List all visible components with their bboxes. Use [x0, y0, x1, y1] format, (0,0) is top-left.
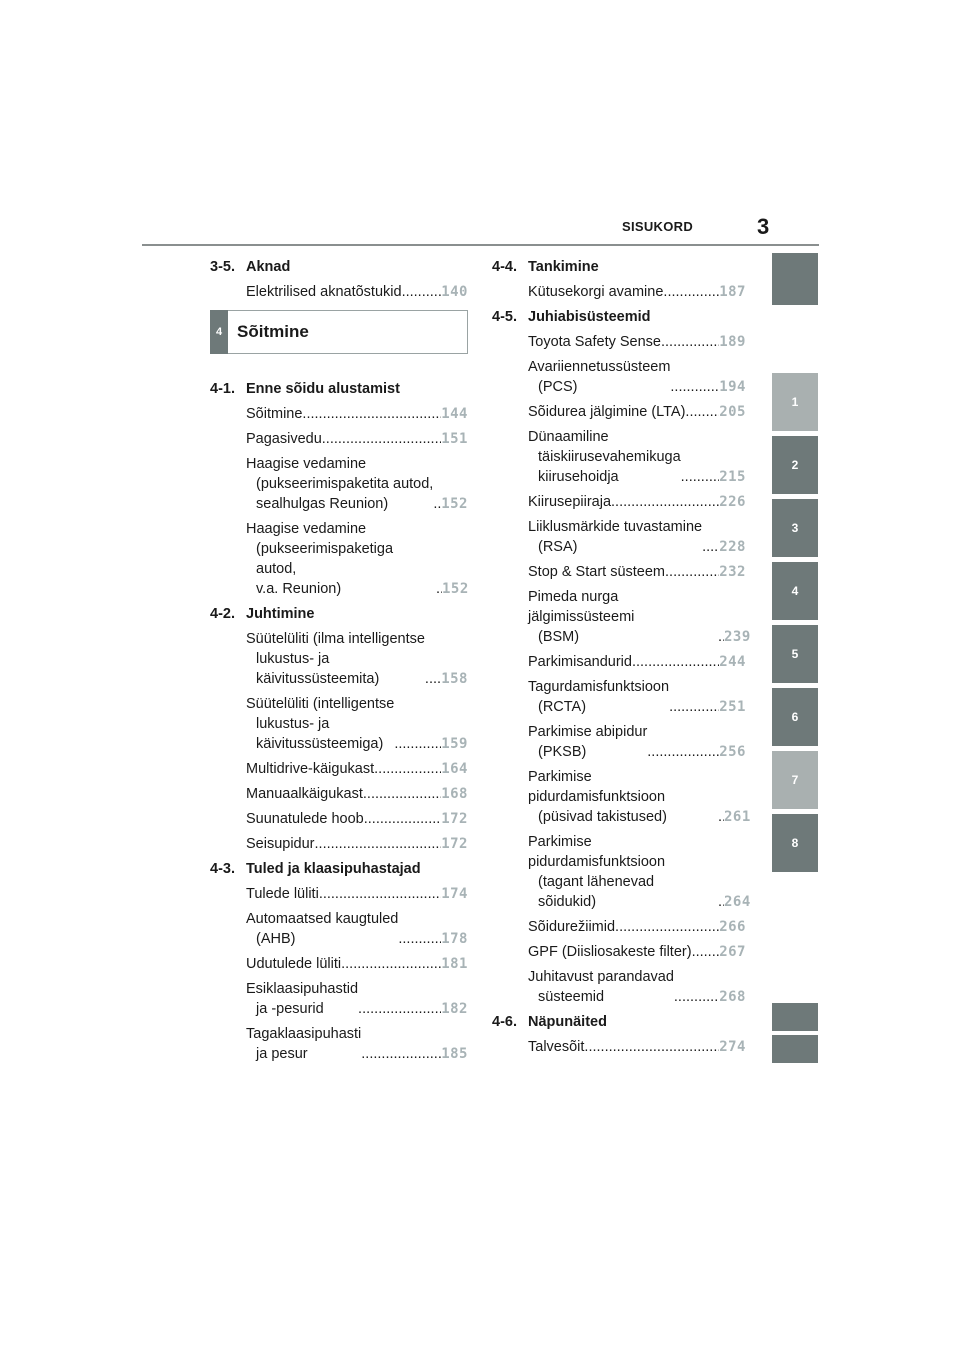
page-link: 194	[719, 379, 746, 395]
page-link: 185	[441, 1046, 468, 1062]
toc-entry[interactable]: Manuaalkäigukast ..... 168	[246, 784, 468, 804]
tab-blank-bottom-1[interactable]	[772, 1003, 818, 1031]
page-link: 215	[719, 469, 746, 485]
toc-entry[interactable]: GPF (Diisliosakeste filter) ..... 267	[528, 942, 746, 962]
toc-entry[interactable]: Talvesõit ..... 274	[528, 1037, 746, 1057]
header-divider	[142, 244, 819, 246]
toc-entry[interactable]: Esiklaasipuhastid ja -pesurid ..... 182	[246, 979, 468, 1019]
page-link: 187	[719, 284, 746, 300]
tab-chapter-7[interactable]: 7	[772, 751, 818, 809]
toc-entry[interactable]: Haagise vedamine (pukseerimispaketita autod, sealhulgas Reunion) ..... 152	[246, 454, 468, 514]
chapter-title: Sõitmine	[237, 322, 309, 341]
page-link: 274	[719, 1039, 746, 1055]
tab-chapter-8[interactable]: 8	[772, 814, 818, 872]
toc-entry[interactable]: Sõidurežiimid ..... 266	[528, 917, 746, 937]
page-link: 164	[441, 761, 468, 777]
page-link: 182	[441, 1001, 468, 1017]
tab-chapter-2[interactable]: 2	[772, 436, 818, 494]
page-link: 267	[719, 944, 746, 960]
toc-entry[interactable]: Toyota Safety Sense ..... 189	[528, 332, 746, 352]
toc-entry[interactable]: Avariiennetussüsteem (PCS) ..... 194	[528, 357, 746, 397]
toc-entry[interactable]: Sõitmine ..... 144	[246, 404, 468, 424]
section-heading: 4-6. Näpunäited	[492, 1014, 607, 1030]
section-heading: 4-1. Enne sõidu alustamist	[210, 381, 400, 397]
page-link: 140	[441, 284, 468, 300]
section-heading: 4-2. Juhtimine	[210, 606, 315, 622]
page-link: 261	[724, 809, 751, 825]
toc-left-column	[210, 252, 468, 1064]
page-link: 251	[719, 699, 746, 715]
toc-right-column	[492, 252, 751, 1057]
page-link: 256	[719, 744, 746, 760]
page-link: 268	[719, 989, 746, 1005]
toc-entry[interactable]: Tulede lüliti ..... 174	[246, 884, 468, 904]
page-link: 151	[441, 431, 468, 447]
tab-chapter-3[interactable]: 3	[772, 499, 818, 557]
tab-blank-top[interactable]	[772, 253, 818, 305]
page-link: 266	[719, 919, 746, 935]
section-heading: 3-5. Aknad	[210, 259, 291, 275]
toc-entry[interactable]: Pagasivedu ..... 151	[246, 429, 468, 449]
toc-entry[interactable]: Parkimise pidurdamisfunktsioon (tagant lähenevad sõidukid) ..... 264	[528, 832, 746, 912]
page-link: 172	[441, 836, 468, 852]
page-link: 181	[441, 956, 468, 972]
page-link: 232	[719, 564, 746, 580]
page-link: 152	[441, 496, 468, 512]
toc-entry[interactable]: Dünaamiline täiskiirusevahemikuga kiirusehoidja ..... 215	[528, 427, 746, 487]
toc-entry[interactable]: Suunatulede hoob ..... 172	[246, 809, 468, 829]
toc-entry[interactable]: Parkimise pidurdamisfunktsioon (püsivad takistused) ..... 261	[528, 767, 746, 827]
tab-chapter-1[interactable]: 1	[772, 373, 818, 431]
page-link: 159	[441, 736, 468, 752]
page-link: 226	[719, 494, 746, 510]
toc-entry[interactable]: Automaatsed kaugtuled (AHB) ..... 178	[246, 909, 468, 949]
toc-entry[interactable]: Süütelüliti (intelligentse lukustus- ja käivitussüsteemiga) ..... 159	[246, 694, 468, 754]
toc-entry[interactable]: Stop & Start süsteem ..... 232	[528, 562, 746, 582]
page-link: 264	[724, 894, 751, 910]
page-link: 205	[719, 404, 746, 420]
tab-chapter-6[interactable]: 6	[772, 688, 818, 746]
section-heading: 4-4. Tankimine	[492, 259, 599, 275]
page-link: 228	[719, 539, 746, 555]
toc-entry[interactable]: Seisupidur ..... 172	[246, 834, 468, 854]
chapter-heading-box	[210, 310, 468, 354]
toc-entry[interactable]: Parkimisandurid ..... 244	[528, 652, 746, 672]
toc-entry[interactable]: Juhitavust parandavad süsteemid ..... 268	[528, 967, 746, 1007]
page-link: 168	[441, 786, 468, 802]
toc-entry[interactable]: Liiklusmärkide tuvastamine (RSA) ..... 228	[528, 517, 746, 557]
toc-entry[interactable]: Tagurdamisfunktsioon (RCTA) ..... 251	[528, 677, 746, 717]
page-number: 3	[757, 214, 770, 239]
section-heading: 4-5. Juhiabisüsteemid	[492, 309, 651, 325]
page-link: 152	[442, 581, 469, 597]
section-heading: 4-3. Tuled ja klaasipuhastajad	[210, 861, 421, 877]
page-link: 244	[719, 654, 746, 670]
toc-entry[interactable]: Haagise vedamine (pukseerimispaketiga autod, v.a. Reunion) ..... 152	[246, 519, 468, 599]
toc-entry[interactable]: Udutulede lüliti ..... 181	[246, 954, 468, 974]
page-link: 239	[724, 629, 751, 645]
page-link: 189	[719, 334, 746, 350]
chapter-number: 4	[210, 310, 228, 354]
toc-entry[interactable]: Kiirusepiiraja ..... 226	[528, 492, 746, 512]
page-link: 144	[441, 406, 468, 422]
header-title: SISUKORD	[622, 219, 694, 234]
page-link: 158	[441, 671, 468, 687]
page-link: 178	[441, 931, 468, 947]
tab-chapter-5[interactable]: 5	[772, 625, 818, 683]
toc-entry[interactable]: Elektrilised aknatõstukid ..... 140	[246, 282, 468, 302]
page-link: 174	[441, 886, 468, 902]
toc-entry[interactable]: Süütelüliti (ilma intelligentse lukustus- ja käivitussüsteemita) ..... 158	[246, 629, 468, 689]
tab-chapter-4[interactable]: 4	[772, 562, 818, 620]
toc-entry[interactable]: Tagaklaasipuhasti ja pesur ..... 185	[246, 1024, 468, 1064]
toc-entry[interactable]: Parkimise abipidur (PKSB) ..... 256	[528, 722, 746, 762]
toc-entry[interactable]: Multidrive-käigukast ..... 164	[246, 759, 468, 779]
tab-blank-bottom-2[interactable]	[772, 1035, 818, 1063]
toc-entry[interactable]: Pimeda nurga jälgimissüsteemi (BSM) ..... 239	[528, 587, 746, 647]
toc-entry[interactable]: Kütusekorgi avamine ..... 187	[528, 282, 746, 302]
page-link: 172	[441, 811, 468, 827]
toc-entry[interactable]: Sõidurea jälgimine (LTA) ..... 205	[528, 402, 746, 422]
